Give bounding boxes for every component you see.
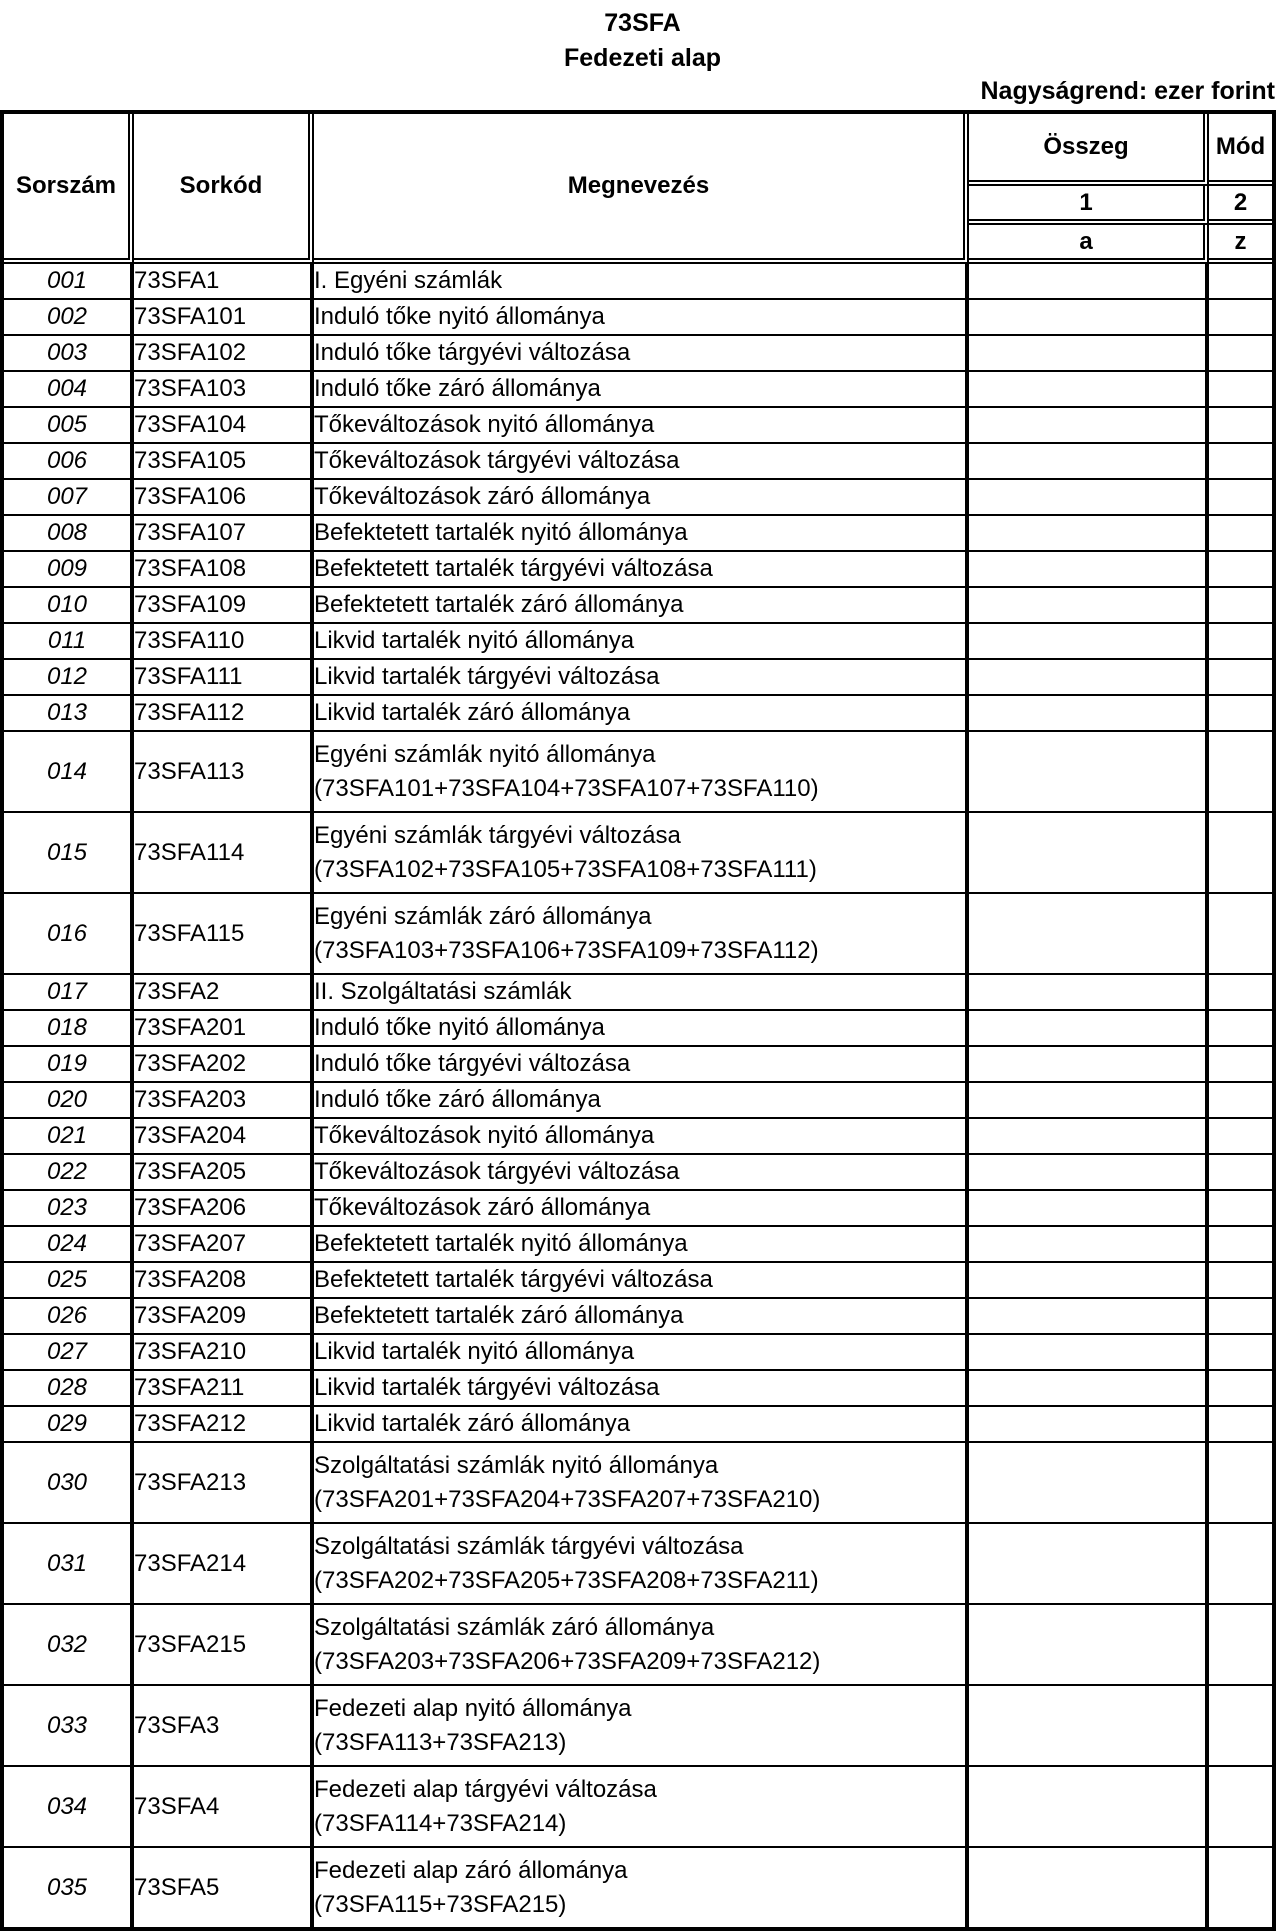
row-sorkod: 73SFA104 xyxy=(134,408,314,444)
table-row xyxy=(4,1119,1272,1155)
table-row xyxy=(4,1155,1272,1191)
row-osszeg-cell[interactable] xyxy=(969,732,1209,813)
row-osszeg-cell[interactable] xyxy=(969,552,1209,588)
row-osszeg-cell[interactable] xyxy=(969,1605,1209,1686)
table-row xyxy=(4,660,1272,696)
header-megnevezes: Megnevezés xyxy=(314,114,969,264)
row-osszeg-cell[interactable] xyxy=(969,1263,1209,1299)
row-megnevezes-text: Induló tőke záró állománya xyxy=(314,375,601,402)
row-megnevezes-text: Likvid tartalék nyitó állománya xyxy=(314,1338,635,1365)
row-sorkod: 73SFA205 xyxy=(134,1155,314,1191)
row-mod-cell[interactable] xyxy=(1209,975,1272,1011)
row-sorkod: 73SFA101 xyxy=(134,300,314,336)
row-sorszam: 008 xyxy=(4,516,134,552)
row-megnevezes xyxy=(314,480,969,516)
row-megnevezes-formula: (73SFA113+73SFA213) xyxy=(314,1728,567,1756)
row-sorkod: 73SFA212 xyxy=(134,1407,314,1443)
row-osszeg-cell[interactable] xyxy=(969,1119,1209,1155)
row-osszeg-cell[interactable] xyxy=(969,1083,1209,1119)
row-mod-cell[interactable] xyxy=(1209,1119,1272,1155)
row-megnevezes xyxy=(314,624,969,660)
row-megnevezes xyxy=(314,372,969,408)
row-sorszam: 018 xyxy=(4,1011,134,1047)
row-megnevezes xyxy=(314,1011,969,1047)
row-megnevezes-text: Befektetett tartalék záró állománya xyxy=(314,1302,684,1329)
row-mod-cell[interactable] xyxy=(1209,660,1272,696)
row-sorszam: 009 xyxy=(4,552,134,588)
row-sorkod: 73SFA103 xyxy=(134,372,314,408)
row-megnevezes-formula: (73SFA102+73SFA105+73SFA108+73SFA111) xyxy=(314,855,817,883)
row-sorkod: 73SFA204 xyxy=(134,1119,314,1155)
row-megnevezes xyxy=(314,336,969,372)
row-sorszam: 011 xyxy=(4,624,134,660)
row-mod-cell[interactable] xyxy=(1209,516,1272,552)
row-sorszam: 007 xyxy=(4,480,134,516)
header-sorkod: Sorkód xyxy=(134,114,314,264)
row-sorkod: 73SFA102 xyxy=(134,336,314,372)
row-megnevezes xyxy=(314,264,969,300)
row-mod-cell[interactable] xyxy=(1209,1443,1272,1524)
table-row xyxy=(4,1848,1272,1927)
table-row xyxy=(4,1686,1272,1767)
row-osszeg-cell[interactable] xyxy=(969,1191,1209,1227)
row-sorszam: 025 xyxy=(4,1263,134,1299)
row-sorkod: 73SFA115 xyxy=(134,894,314,975)
row-osszeg-cell[interactable] xyxy=(969,516,1209,552)
row-megnevezes xyxy=(314,1605,969,1686)
row-megnevezes-text: Befektetett tartalék záró állománya xyxy=(314,591,684,618)
table-header xyxy=(4,114,1272,264)
row-sorkod: 73SFA105 xyxy=(134,444,314,480)
row-megnevezes xyxy=(314,588,969,624)
row-megnevezes xyxy=(314,1155,969,1191)
row-sorszam: 034 xyxy=(4,1767,134,1848)
row-sorkod: 73SFA202 xyxy=(134,1047,314,1083)
row-sorkod: 73SFA114 xyxy=(134,813,314,894)
row-mod-cell[interactable] xyxy=(1209,480,1272,516)
row-osszeg-cell[interactable] xyxy=(969,813,1209,894)
row-mod-cell[interactable] xyxy=(1209,1047,1272,1083)
row-megnevezes xyxy=(314,1335,969,1371)
row-megnevezes xyxy=(314,975,969,1011)
row-megnevezes-text: Befektetett tartalék tárgyévi változása xyxy=(314,1266,713,1293)
row-megnevezes-text: Induló tőke tárgyévi változása xyxy=(314,339,631,366)
row-osszeg-cell[interactable] xyxy=(969,588,1209,624)
row-megnevezes-text: Induló tőke záró állománya xyxy=(314,1086,601,1113)
table-row xyxy=(4,1191,1272,1227)
row-osszeg-cell[interactable] xyxy=(969,264,1209,300)
row-megnevezes-text: Szolgáltatási számlák záró állománya xyxy=(314,1613,715,1641)
table-row xyxy=(4,1011,1272,1047)
row-sorszam: 013 xyxy=(4,696,134,732)
row-megnevezes-text: Fedezeti alap nyitó állománya xyxy=(314,1694,632,1722)
row-sorszam: 033 xyxy=(4,1686,134,1767)
row-mod-cell[interactable] xyxy=(1209,1848,1272,1927)
row-sorszam: 012 xyxy=(4,660,134,696)
row-sorszam: 027 xyxy=(4,1335,134,1371)
row-sorszam: 031 xyxy=(4,1524,134,1605)
row-megnevezes xyxy=(314,696,969,732)
header-sorszam: Sorszám xyxy=(4,114,134,264)
row-sorkod: 73SFA111 xyxy=(134,660,314,696)
row-megnevezes-text: Egyéni számlák tárgyévi változása xyxy=(314,821,681,849)
table-row xyxy=(4,975,1272,1011)
form-subtitle: Fedezeti alap xyxy=(564,44,721,72)
row-megnevezes-text: Likvid tartalék nyitó állománya xyxy=(314,627,635,654)
header-osszeg-type: a xyxy=(969,225,1209,264)
row-sorkod: 73SFA215 xyxy=(134,1605,314,1686)
row-megnevezes xyxy=(314,894,969,975)
row-megnevezes-formula: (73SFA202+73SFA205+73SFA208+73SFA211) xyxy=(314,1566,819,1594)
header-osszeg: Összeg xyxy=(969,114,1209,186)
row-sorszam: 005 xyxy=(4,408,134,444)
row-sorkod: 73SFA109 xyxy=(134,588,314,624)
row-megnevezes xyxy=(314,1371,969,1407)
table-row xyxy=(4,516,1272,552)
row-megnevezes xyxy=(314,1191,969,1227)
table-row xyxy=(4,696,1272,732)
row-megnevezes-text: Induló tőke nyitó állománya xyxy=(314,1014,605,1041)
table-row xyxy=(4,444,1272,480)
unit-note: Nagyságrend: ezer forint xyxy=(980,77,1275,105)
row-osszeg-cell[interactable] xyxy=(969,1299,1209,1335)
row-megnevezes-text: Fedezeti alap záró állománya xyxy=(314,1856,628,1884)
row-sorszam: 026 xyxy=(4,1299,134,1335)
row-megnevezes xyxy=(314,1848,969,1927)
row-sorkod: 73SFA214 xyxy=(134,1524,314,1605)
row-sorkod: 73SFA201 xyxy=(134,1011,314,1047)
row-megnevezes-text: Tőkeváltozások nyitó állománya xyxy=(314,1122,655,1149)
table-row xyxy=(4,624,1272,660)
row-mod-cell[interactable] xyxy=(1209,624,1272,660)
table-row xyxy=(4,552,1272,588)
header-mod-column-number: 2 xyxy=(1209,186,1272,225)
row-mod-cell[interactable] xyxy=(1209,1083,1272,1119)
row-sorszam: 032 xyxy=(4,1605,134,1686)
row-megnevezes-text: Szolgáltatási számlák tárgyévi változása xyxy=(314,1532,744,1560)
row-megnevezes xyxy=(314,732,969,813)
row-sorszam: 001 xyxy=(4,264,134,300)
row-mod-cell[interactable] xyxy=(1209,264,1272,300)
table-row xyxy=(4,1263,1272,1299)
row-megnevezes xyxy=(314,1299,969,1335)
row-megnevezes-text: Likvid tartalék tárgyévi változása xyxy=(314,1374,660,1401)
table-row xyxy=(4,1299,1272,1335)
row-sorkod: 73SFA2 xyxy=(134,975,314,1011)
table-row xyxy=(4,1767,1272,1848)
table-row xyxy=(4,1443,1272,1524)
row-megnevezes xyxy=(314,444,969,480)
row-megnevezes xyxy=(314,1047,969,1083)
row-sorszam: 035 xyxy=(4,1848,134,1927)
table-row xyxy=(4,1335,1272,1371)
row-osszeg-cell[interactable] xyxy=(969,300,1209,336)
row-sorszam: 014 xyxy=(4,732,134,813)
row-megnevezes-text: Befektetett tartalék tárgyévi változása xyxy=(314,555,713,582)
row-osszeg-cell[interactable] xyxy=(969,1371,1209,1407)
row-mod-cell[interactable] xyxy=(1209,1686,1272,1767)
row-megnevezes-formula: (73SFA103+73SFA106+73SFA109+73SFA112) xyxy=(314,936,819,964)
row-sorkod: 73SFA1 xyxy=(134,264,314,300)
table-row xyxy=(4,894,1272,975)
row-sorkod: 73SFA203 xyxy=(134,1083,314,1119)
row-mod-cell[interactable] xyxy=(1209,1263,1272,1299)
row-mod-cell[interactable] xyxy=(1209,1011,1272,1047)
row-megnevezes xyxy=(314,1524,969,1605)
row-osszeg-cell[interactable] xyxy=(969,696,1209,732)
row-sorkod: 73SFA208 xyxy=(134,1263,314,1299)
row-mod-cell[interactable] xyxy=(1209,444,1272,480)
row-megnevezes xyxy=(314,552,969,588)
table-row xyxy=(4,336,1272,372)
row-mod-cell[interactable] xyxy=(1209,408,1272,444)
row-sorszam: 004 xyxy=(4,372,134,408)
row-sorszam: 016 xyxy=(4,894,134,975)
row-megnevezes-text: II. Szolgáltatási számlák xyxy=(314,978,572,1005)
row-megnevezes-text: Tőkeváltozások tárgyévi változása xyxy=(314,447,680,474)
row-megnevezes xyxy=(314,813,969,894)
row-sorszam: 030 xyxy=(4,1443,134,1524)
row-megnevezes-text: Likvid tartalék záró állománya xyxy=(314,699,631,726)
row-megnevezes-formula: (73SFA101+73SFA104+73SFA107+73SFA110) xyxy=(314,774,819,802)
row-megnevezes-formula: (73SFA201+73SFA204+73SFA207+73SFA210) xyxy=(314,1485,821,1513)
row-mod-cell[interactable] xyxy=(1209,696,1272,732)
row-sorszam: 003 xyxy=(4,336,134,372)
row-mod-cell[interactable] xyxy=(1209,1227,1272,1263)
row-sorszam: 020 xyxy=(4,1083,134,1119)
row-osszeg-cell[interactable] xyxy=(969,1227,1209,1263)
row-mod-cell[interactable] xyxy=(1209,300,1272,336)
row-megnevezes xyxy=(314,1686,969,1767)
table-row xyxy=(4,300,1272,336)
row-megnevezes-text: Befektetett tartalék nyitó állománya xyxy=(314,1230,688,1257)
row-megnevezes xyxy=(314,300,969,336)
header-mod-type: z xyxy=(1209,225,1272,264)
row-mod-cell[interactable] xyxy=(1209,813,1272,894)
row-megnevezes-text: Befektetett tartalék nyitó állománya xyxy=(314,519,688,546)
table-row xyxy=(4,1605,1272,1686)
row-sorszam: 028 xyxy=(4,1371,134,1407)
row-sorkod: 73SFA209 xyxy=(134,1299,314,1335)
table-row xyxy=(4,1407,1272,1443)
row-osszeg-cell[interactable] xyxy=(969,624,1209,660)
row-sorkod: 73SFA112 xyxy=(134,696,314,732)
row-megnevezes-text: I. Egyéni számlák xyxy=(314,267,503,294)
row-osszeg-cell[interactable] xyxy=(969,1335,1209,1371)
row-megnevezes-text: Szolgáltatási számlák nyitó állománya xyxy=(314,1451,719,1479)
row-sorkod: 73SFA207 xyxy=(134,1227,314,1263)
row-osszeg-cell[interactable] xyxy=(969,660,1209,696)
row-megnevezes-text: Induló tőke nyitó állománya xyxy=(314,303,605,330)
row-megnevezes-text: Likvid tartalék záró állománya xyxy=(314,1410,631,1437)
row-megnevezes-formula: (73SFA115+73SFA215) xyxy=(314,1890,567,1918)
row-megnevezes-text: Tőkeváltozások tárgyévi változása xyxy=(314,1158,680,1185)
row-sorszam: 006 xyxy=(4,444,134,480)
row-osszeg-cell[interactable] xyxy=(969,1011,1209,1047)
row-megnevezes-text: Tőkeváltozások nyitó állománya xyxy=(314,411,655,438)
row-osszeg-cell[interactable] xyxy=(969,1407,1209,1443)
form-code-title: 73SFA xyxy=(604,9,681,37)
row-mod-cell[interactable] xyxy=(1209,1407,1272,1443)
row-mod-cell[interactable] xyxy=(1209,1605,1272,1686)
row-sorszam: 022 xyxy=(4,1155,134,1191)
row-sorszam: 002 xyxy=(4,300,134,336)
row-mod-cell[interactable] xyxy=(1209,1299,1272,1335)
row-osszeg-cell[interactable] xyxy=(969,408,1209,444)
row-osszeg-cell[interactable] xyxy=(969,1767,1209,1848)
row-sorkod: 73SFA213 xyxy=(134,1443,314,1524)
row-megnevezes xyxy=(314,660,969,696)
table-body xyxy=(4,264,1272,1927)
row-megnevezes-text: Egyéni számlák záró állománya xyxy=(314,902,652,930)
row-sorkod: 73SFA108 xyxy=(134,552,314,588)
row-sorkod: 73SFA106 xyxy=(134,480,314,516)
table-row xyxy=(4,1371,1272,1407)
row-megnevezes xyxy=(314,1227,969,1263)
row-osszeg-cell[interactable] xyxy=(969,480,1209,516)
row-sorkod: 73SFA113 xyxy=(134,732,314,813)
row-osszeg-cell[interactable] xyxy=(969,1047,1209,1083)
row-osszeg-cell[interactable] xyxy=(969,336,1209,372)
table-row xyxy=(4,1047,1272,1083)
row-mod-cell[interactable] xyxy=(1209,1155,1272,1191)
row-megnevezes-text: Fedezeti alap tárgyévi változása xyxy=(314,1775,657,1803)
row-megnevezes xyxy=(314,408,969,444)
row-sorszam: 021 xyxy=(4,1119,134,1155)
row-sorkod: 73SFA4 xyxy=(134,1767,314,1848)
row-sorszam: 019 xyxy=(4,1047,134,1083)
row-megnevezes xyxy=(314,1767,969,1848)
row-osszeg-cell[interactable] xyxy=(969,372,1209,408)
row-mod-cell[interactable] xyxy=(1209,588,1272,624)
row-osszeg-cell[interactable] xyxy=(969,1686,1209,1767)
row-sorkod: 73SFA206 xyxy=(134,1191,314,1227)
row-sorkod: 73SFA211 xyxy=(134,1371,314,1407)
row-mod-cell[interactable] xyxy=(1209,894,1272,975)
table-row xyxy=(4,1083,1272,1119)
row-osszeg-cell[interactable] xyxy=(969,1848,1209,1927)
row-osszeg-cell[interactable] xyxy=(969,1443,1209,1524)
row-mod-cell[interactable] xyxy=(1209,552,1272,588)
row-sorszam: 015 xyxy=(4,813,134,894)
row-megnevezes-text: Tőkeváltozások záró állománya xyxy=(314,483,651,510)
table-row xyxy=(4,813,1272,894)
row-osszeg-cell[interactable] xyxy=(969,1155,1209,1191)
table-row xyxy=(4,1524,1272,1605)
table-row xyxy=(4,588,1272,624)
row-sorszam: 010 xyxy=(4,588,134,624)
table-row xyxy=(4,264,1272,300)
row-sorkod: 73SFA5 xyxy=(134,1848,314,1927)
table-row xyxy=(4,1227,1272,1263)
header-osszeg-column-number: 1 xyxy=(969,186,1209,225)
row-sorszam: 029 xyxy=(4,1407,134,1443)
row-mod-cell[interactable] xyxy=(1209,1335,1272,1371)
row-megnevezes xyxy=(314,1119,969,1155)
row-megnevezes xyxy=(314,1407,969,1443)
row-megnevezes-formula: (73SFA114+73SFA214) xyxy=(314,1809,567,1837)
row-sorkod: 73SFA110 xyxy=(134,624,314,660)
row-sorkod: 73SFA107 xyxy=(134,516,314,552)
row-mod-cell[interactable] xyxy=(1209,1767,1272,1848)
row-osszeg-cell[interactable] xyxy=(969,975,1209,1011)
row-megnevezes-text: Induló tőke tárgyévi változása xyxy=(314,1050,631,1077)
table-row xyxy=(4,372,1272,408)
table-row xyxy=(4,480,1272,516)
row-mod-cell[interactable] xyxy=(1209,1191,1272,1227)
row-megnevezes-text: Tőkeváltozások záró állománya xyxy=(314,1194,651,1221)
row-sorkod: 73SFA3 xyxy=(134,1686,314,1767)
row-megnevezes xyxy=(314,1263,969,1299)
row-sorkod: 73SFA210 xyxy=(134,1335,314,1371)
row-megnevezes-text: Egyéni számlák nyitó állománya xyxy=(314,740,656,768)
row-sorszam: 024 xyxy=(4,1227,134,1263)
row-osszeg-cell[interactable] xyxy=(969,894,1209,975)
table-row xyxy=(4,408,1272,444)
row-mod-cell[interactable] xyxy=(1209,336,1272,372)
row-megnevezes xyxy=(314,1443,969,1524)
row-mod-cell[interactable] xyxy=(1209,372,1272,408)
row-mod-cell[interactable] xyxy=(1209,1371,1272,1407)
table-row xyxy=(4,732,1272,813)
row-mod-cell[interactable] xyxy=(1209,732,1272,813)
row-sorszam: 023 xyxy=(4,1191,134,1227)
row-megnevezes-text: Likvid tartalék tárgyévi változása xyxy=(314,663,660,690)
row-megnevezes-formula: (73SFA203+73SFA206+73SFA209+73SFA212) xyxy=(314,1647,821,1675)
row-sorszam: 017 xyxy=(4,975,134,1011)
row-osszeg-cell[interactable] xyxy=(969,444,1209,480)
row-megnevezes xyxy=(314,516,969,552)
header-mod: Mód xyxy=(1209,114,1272,186)
row-megnevezes xyxy=(314,1083,969,1119)
data-table xyxy=(0,110,1276,1931)
row-osszeg-cell[interactable] xyxy=(969,1524,1209,1605)
row-mod-cell[interactable] xyxy=(1209,1524,1272,1605)
